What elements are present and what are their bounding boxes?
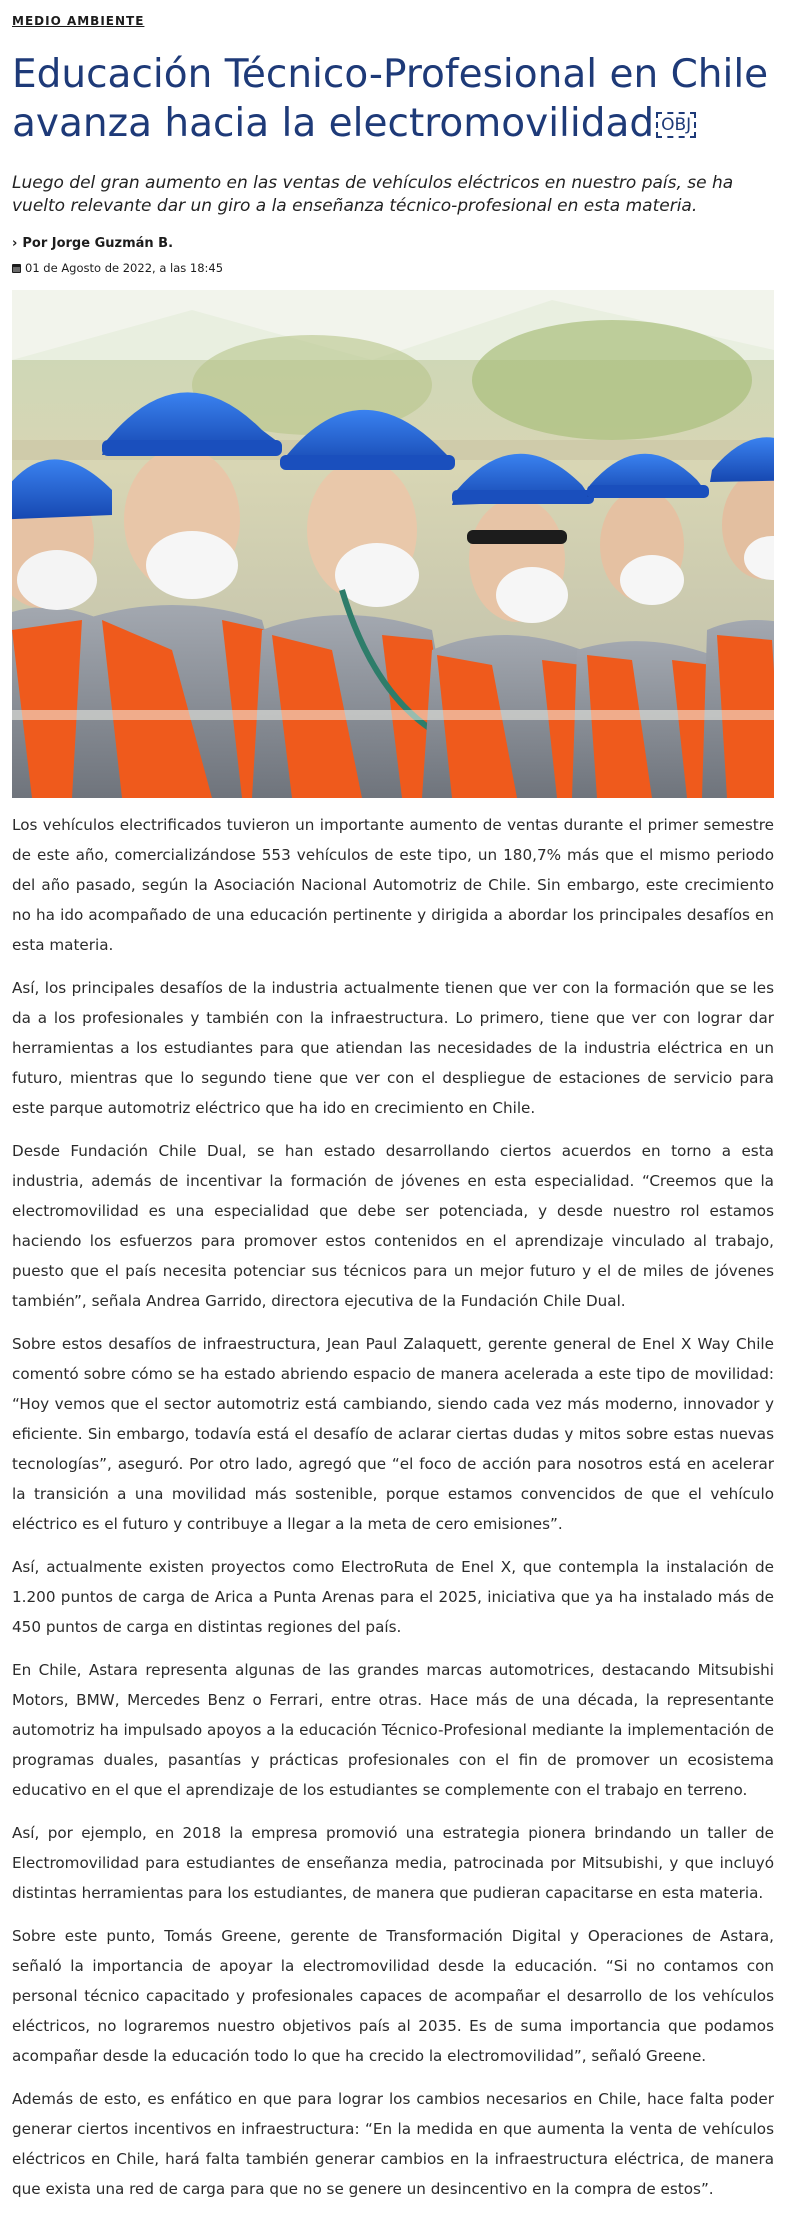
paragraph-8: Sobre este punto, Tomás Greene, gerente de Transformación Digital y Operaciones de Astara, señaló la importancia de apoyar la electromovilidad desde la educación. “Si no contamos con personal técnico capacitado y profesionales capaces de acompañar el desarrollo de los vehículos eléctricos, no lograremos nuestro objetivos país al 2035. Es de suma importancia que podamos acompañar desde la educación todo lo que ha crecido la electromovilidad”, señaló Greene. xyxy=(12,1927,774,2065)
paragraph-9: Además de esto, es enfático en que para lograr los cambios necesarios en Chile, hace falta poder generar ciertos incentivos en infraestructura: “En la medida en que aumenta la venta de vehículos eléctricos en Chile, hará falta también generar cambios en la infraestructura eléctrica, de manera que exista una red de carga para que no se genere un desincentivo en la compra de estos”. xyxy=(12,2090,774,2198)
obj-placeholder-badge: OBJ xyxy=(656,112,696,138)
chevron-right-icon: › xyxy=(12,236,18,251)
paragraph-3: Desde Fundación Chile Dual, se han estado desarrollando ciertos acuerdos en torno a esta industria, además de incentivar la formación de jóvenes en esta especialidad. “Creemos que la electromovilidad es una especialidad que debe ser potenciada, y desde nuestro rol estamos haciendo los esfuerzos para promover estos contenidos en el aprendizaje vinculado al trabajo, puesto que el país necesita potenciar sus técnicos para un mejor futuro y el de miles de jóvenes también”, señala Andrea Garrido, directora ejecutiva de la Fundación Chile Dual. xyxy=(12,1142,774,1310)
paragraph-2: Así, los principales desafíos de la industria actualmente tienen que ver con la formación que se les da a los profesionales y también con la infraestructura. Lo primero, tiene que ver con lograr dar herramientas a los estudiantes para que atiendan las necesidades de la industria eléctrica en un futuro, mientras que lo segundo tiene que ver con el despliegue de estaciones de servicio para este parque automotriz eléctrico que ha ido en crecimiento en Chile. xyxy=(12,979,774,1117)
date-line xyxy=(12,261,223,275)
article-lead: Luego del gran aumento en las ventas de vehículos eléctricos en nuestro país, se ha vuelto relevante dar un giro a la enseñanza técnico-profesional en esta materia. xyxy=(12,173,734,216)
hero-photo xyxy=(12,290,774,798)
paragraph-7: Así, por ejemplo, en 2018 la empresa promovió una estrategia pionera brindando un taller de Electromovilidad para estudiantes de enseñanza media, patrocinada por Mitsubishi, y que incluyó distintas herramientas para los estudiantes, de manera que pudieran capacitarse en esta materia. xyxy=(12,1824,774,1902)
author-line xyxy=(12,236,173,251)
article-title xyxy=(12,50,774,148)
paragraph-1: Los vehículos electrificados tuvieron un importante aumento de ventas durante el primer semestre de este año, comercializándose 553 vehículos de este tipo, un 180,7% más que el mismo periodo del año pasado, según la Asociación Nacional Automotriz de Chile. Sin embargo, este crecimiento no ha ido acompañado de una educación pertinente y dirigida a abordar los principales desafíos en esta materia. xyxy=(12,816,774,954)
article-title-text: Educación Técnico-Profesional en Chile avanza hacia la electromovilidad xyxy=(12,52,769,146)
publish-date: 01 de Agosto de 2022, a las 18:45 xyxy=(25,261,224,275)
article-body xyxy=(12,810,774,2217)
calendar-icon xyxy=(12,264,21,273)
paragraph-4: Sobre estos desafíos de infraestructura, Jean Paul Zalaquett, gerente general de Enel X Way Chile comentó sobre cómo se ha estado abriendo espacio de manera acelerada a este tipo de movilidad: “Hoy vemos que el sector automotriz está cambiando, siendo cada vez más moderno, innovador y eficiente. Sin embargo, todavía está el desafío de aclarar ciertas dudas y mitos sobre estas nuevas tecnologías”, aseguró. Por otro lado, agregó que “el foco de acción para nosotros está en acelerar la transición a una movilidad más sostenible, porque estamos convencidos de que el vehículo eléctrico es el futuro y contribuye a llegar a la meta de cero emisiones”. xyxy=(12,1335,774,1533)
section-tag-link[interactable]: MEDIO AMBIENTE xyxy=(12,14,145,28)
author-name[interactable]: Por Jorge Guzmán B. xyxy=(22,236,174,251)
paragraph-5: Así, actualmente existen proyectos como ElectroRuta de Enel X, que contempla la instalación de 1.200 puntos de carga de Arica a Punta Arenas para el 2025, iniciativa que ya ha instalado más de 450 puntos de carga en distintas regiones del país. xyxy=(12,1558,774,1636)
paragraph-6: En Chile, Astara representa algunas de las grandes marcas automotrices, destacando Mitsubishi Motors, BMW, Mercedes Benz o Ferrari, entre otras. Hace más de una década, la representante automotriz ha impulsado apoyos a la educación Técnico-Profesional mediante la implementación de programas duales, pasantías y prácticas profesionales con el fin de promover un ecosistema educativo en el que el aprendizaje de los estudiantes se complemente con el trabajo en terreno. xyxy=(12,1661,774,1799)
